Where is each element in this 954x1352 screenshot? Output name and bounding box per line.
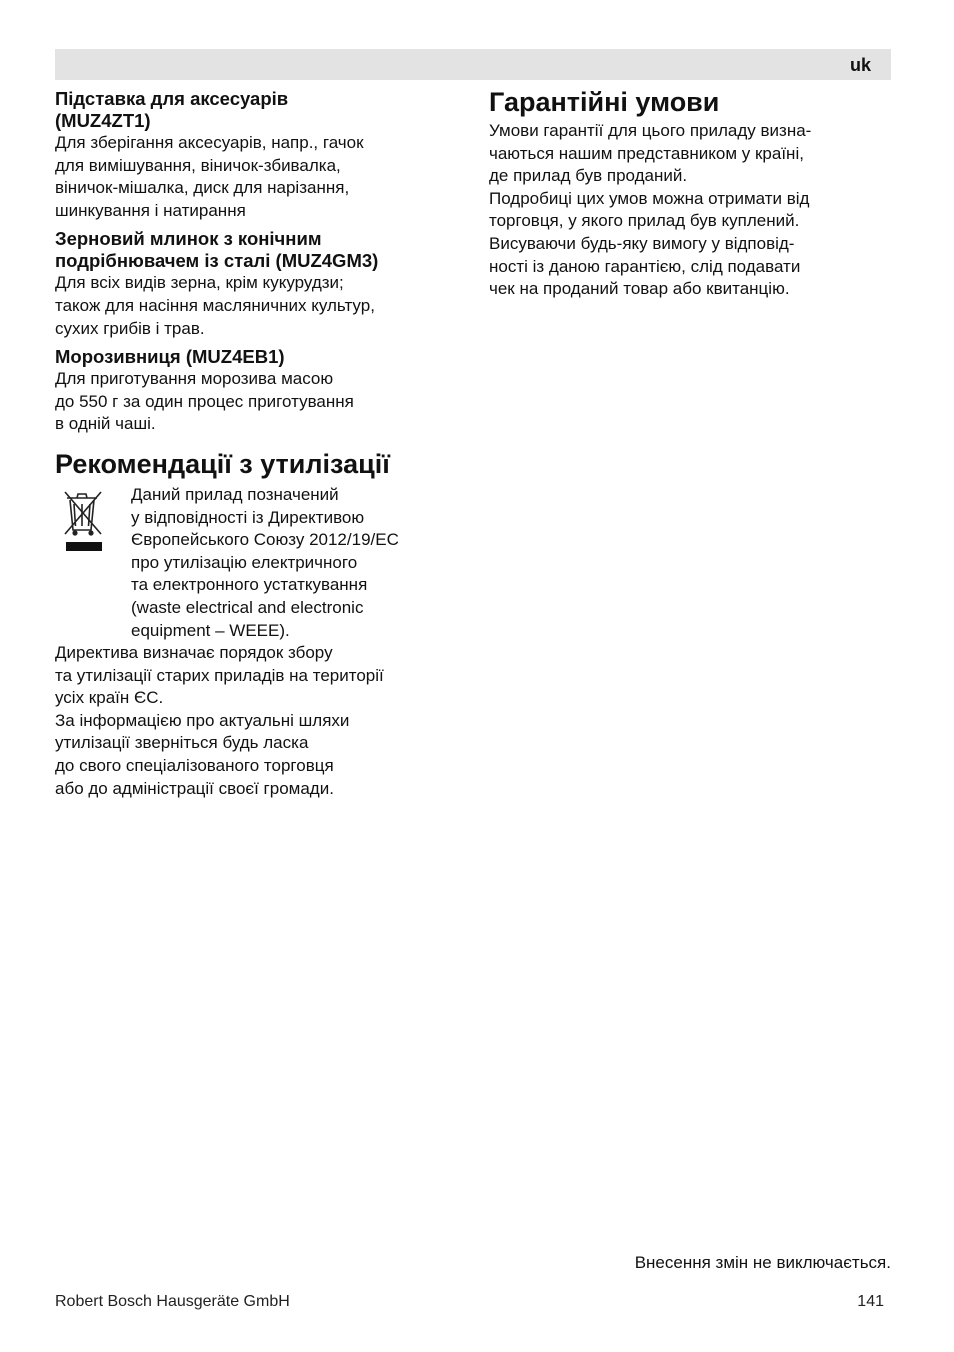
language-code: uk (849, 55, 871, 75)
section-title: Зерновий млинок з конічним подрібнювачем із сталі (MUZ4GM3) (55, 228, 379, 272)
disposal-heading: Рекомендації з утилізації (55, 448, 390, 479)
section-body: Для приготування морозива масою до 550 г за один процес приготування в одній чаші. (55, 369, 354, 434)
section-body: Для зберігання аксесуарів, напр., гачок для вимішування, віничок-збивалка, віничок-мішалка, диск для нарізання, шинкування і натирання (55, 133, 364, 220)
weee-notice (55, 484, 465, 642)
weee-icon-text: Даний прилад позначений у відповідності із Директивою Європейського Союзу 2012/19/EC про утилізацію електричного та електронного устаткування (waste electrical and electronic equipment – WEEE). (131, 484, 399, 640)
changes-note: Внесення змін не виключається. (634, 1253, 891, 1272)
left-column (55, 88, 465, 800)
warranty-heading: Гарантійні умови (489, 87, 720, 117)
section-body: Для всіх видів зерна, крім кукурудзи; також для насіння масляничних культур, сухих грибів і трав. (55, 273, 375, 338)
disposal-body: Директива визначає порядок збору та утилізації старих приладів на території усіх країн ЄС. За інформацією про актуальні шляхи утилізації зверніться будь ласка до свого спеціалізованого торговця або до адміністрації своєї громади. (55, 643, 384, 798)
warranty-body: Умови гарантії для цього приладу визна- чаються нашим представником у країні, де прилад був проданий. Подробиці цих умов можна отримати від торговця, у якого прилад був куплений. Висуваючи будь-яку вимогу у відповід- ності із даною гарантією, слід подавати чек на проданий товар або квитанцію. (489, 121, 812, 299)
header-bar (55, 49, 891, 80)
company-name: Robert Bosch Hausgeräte GmbH (55, 1293, 290, 1310)
grain-mill-section (55, 228, 465, 340)
section-title: Підставка для аксесуарів (MUZ4ZT1) (55, 88, 289, 131)
right-column (489, 86, 889, 301)
ice-cream-maker-section (55, 346, 465, 436)
accessory-stand-section (55, 88, 465, 222)
crossed-out-wheelie-bin-icon (63, 488, 105, 554)
section-title: Морозивниця (MUZ4EB1) (55, 346, 285, 368)
page-number: 141 (857, 1293, 884, 1310)
